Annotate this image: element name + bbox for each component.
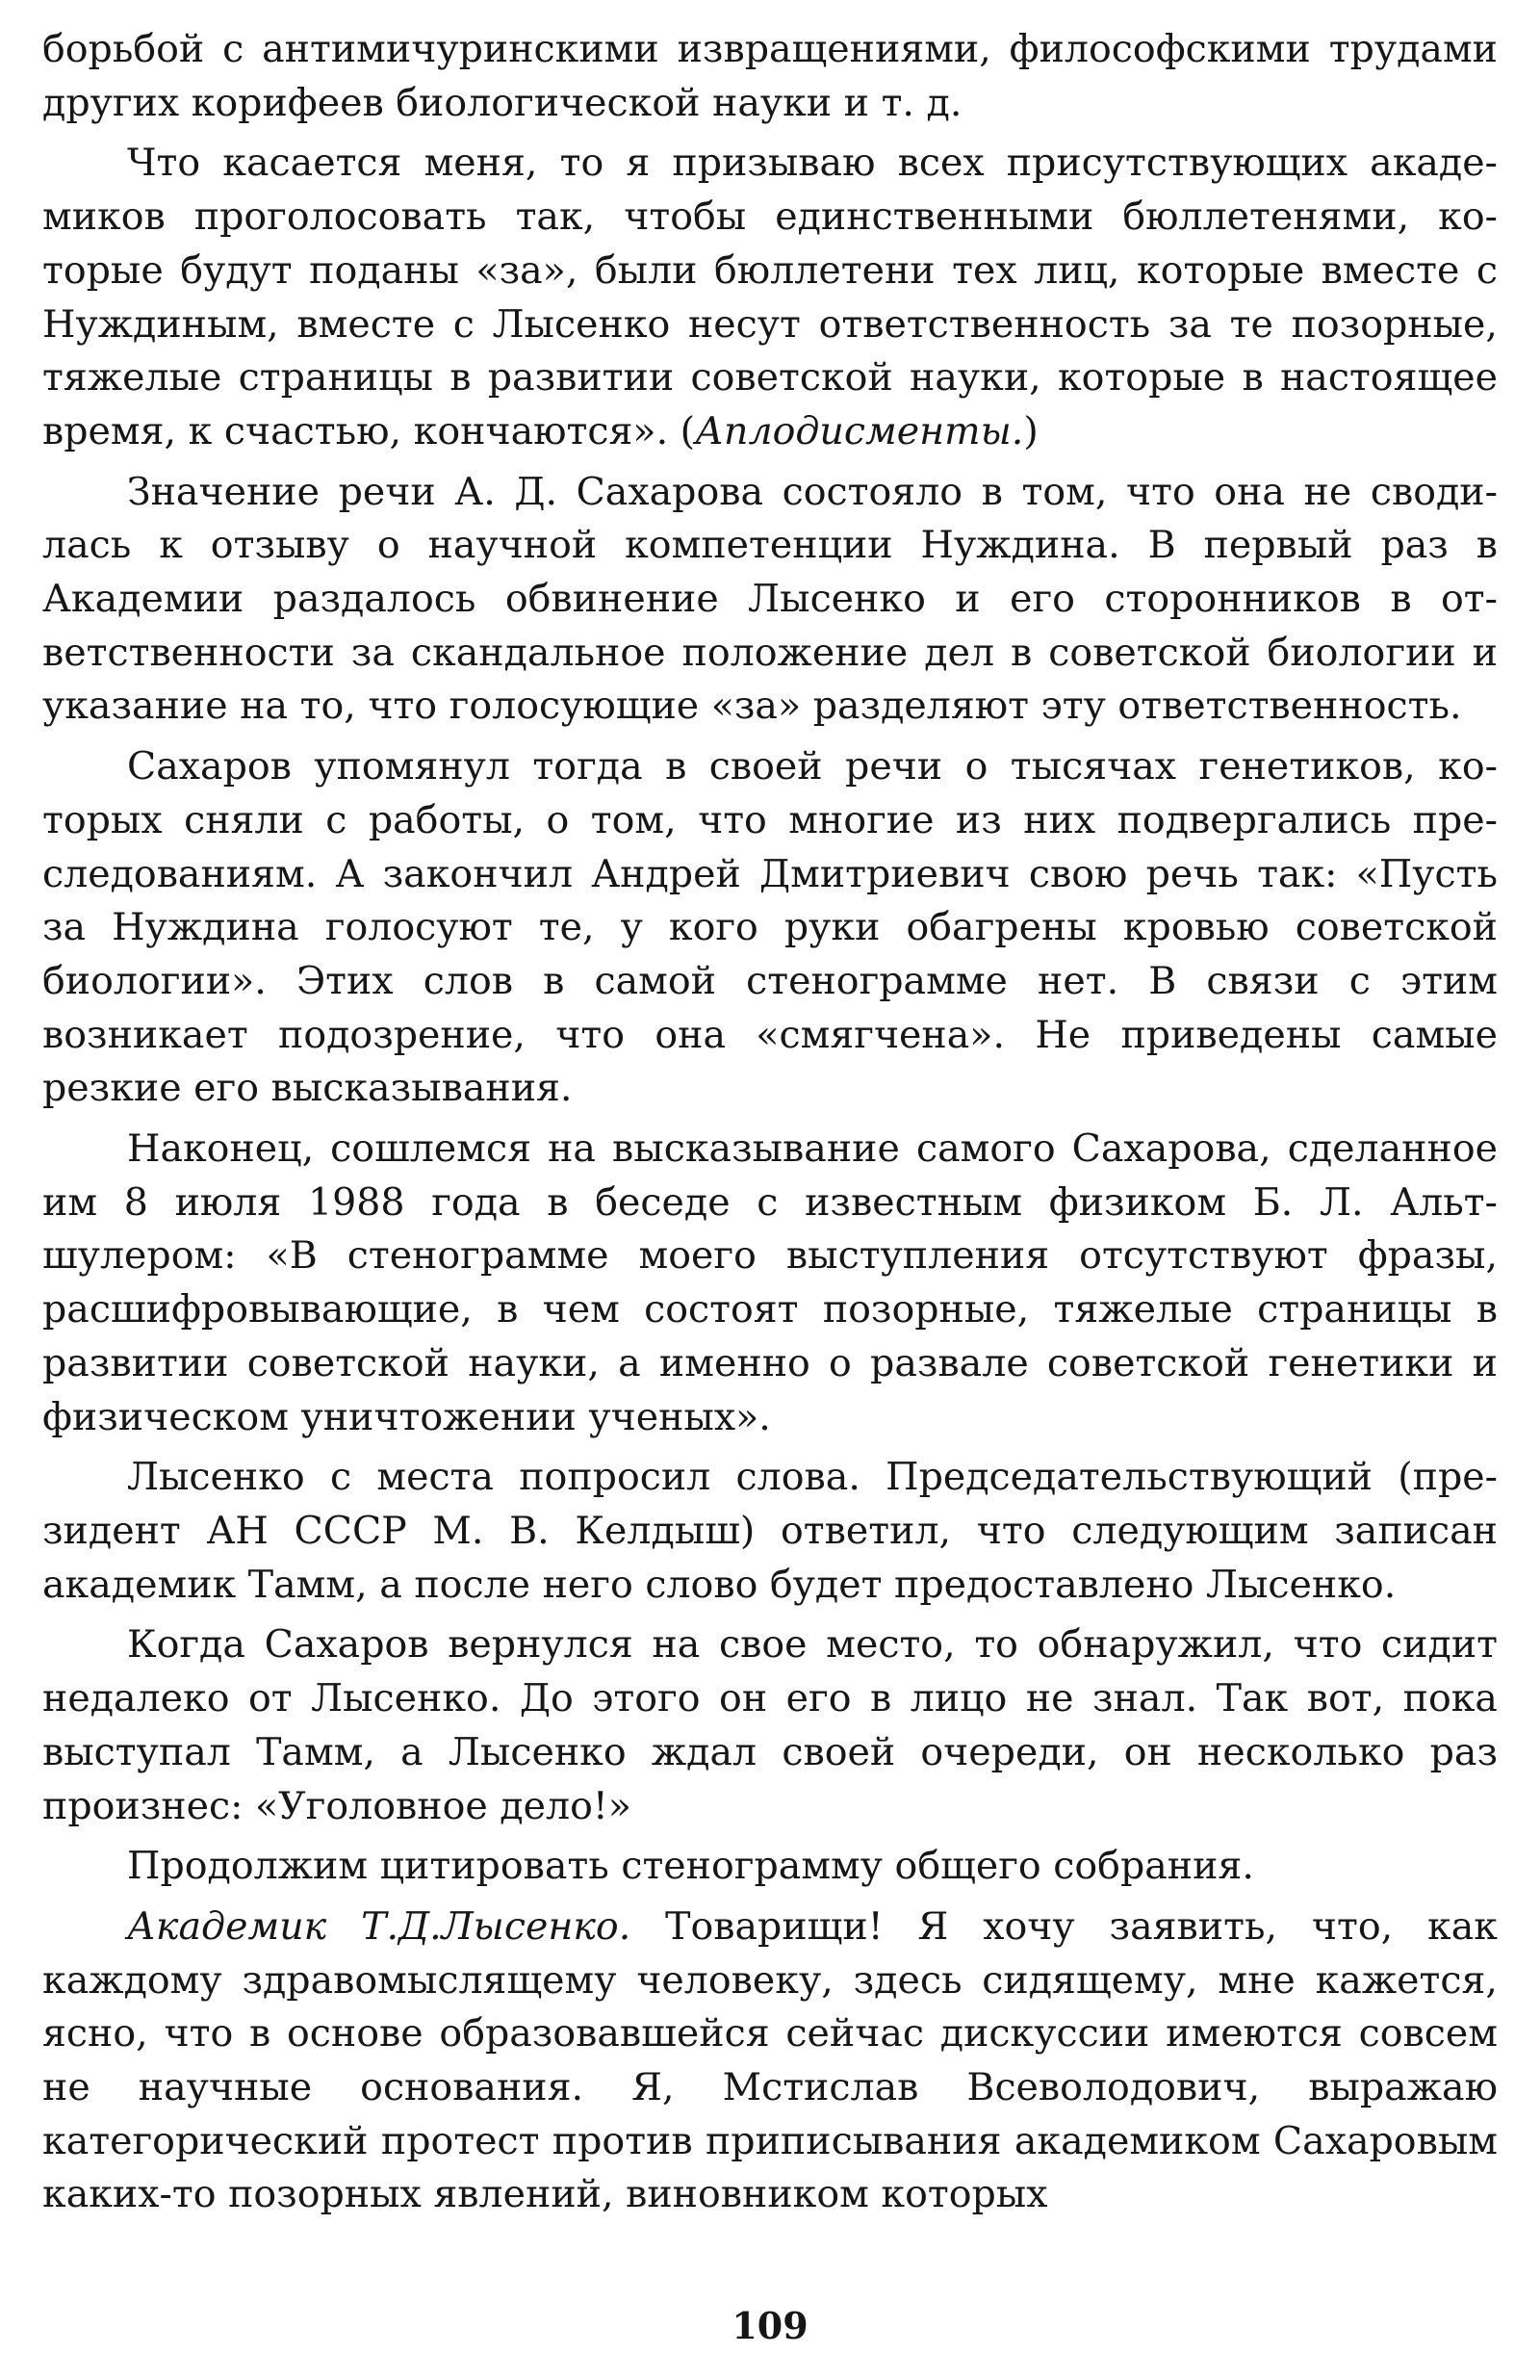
- paragraph: [42, 1840, 1498, 1894]
- text-segment: Лысенко с места попросил слова. Председательствующий (президент АН СССР М. В. Келдыш) ответил, что следующим записан академик Тамм, а после него слово будет предоставлено Лысенко.: [42, 1455, 1498, 1607]
- text-segment: Что касается меня, то я призываю всех присутствующих академиков проголосовать так, чтобы единственными бюллетенями, которые будут поданы «за», были бюллетени тех лиц, которые вместе с Нуждиным, вместе с Лысенко несут ответственность за те позорные, тяжелые страницы в развитии советской науки, которые в настоящее время, к счастью, кончаются». (: [42, 141, 1498, 453]
- page-number: 109: [732, 2304, 808, 2347]
- italic-text-segment: Аплодисменты.: [695, 408, 1024, 453]
- text-segment: Наконец, сошлемся на высказывание самого Сахарова, сделанное им 8 июля 1988 года в беседе с известным физиком Б. Л. Альтшулером: «В стенограмме моего выступления отсутствуют фразы, расшифровывающие, в чем состоят позорные, тяжелые страницы в развитии советской науки, а именно о развале советской генетики и физическом уничтожении ученых».: [42, 1126, 1498, 1439]
- text-segment: борьбой с антимичуринскими извращениями, философскими трудами других корифеев биологической науки и т. д.: [42, 27, 1498, 125]
- text-segment: Продолжим цитировать стенограмму общего собрания.: [127, 1844, 1254, 1889]
- text-segment: Значение речи А. Д. Сахарова состояло в том, что она не сводилась к отзыву о научной компетенции Нуждина. В первый раз в Академии раздалось обвинение Лысенко и его сторонников в ответственности за скандальное положение дел в советской биологии и указание на то, что голосующие «за» разделяют эту ответственность.: [42, 469, 1498, 729]
- text-segment: Когда Сахаров вернулся на свое место, то обнаружил, что сидит недалеко от Лысенко. До этого он его в лицо не знал. Так вот, пока выступал Тамм, а Лысенко ждал своей очереди, он несколько раз произнес: «Уголовное дело!»: [42, 1622, 1498, 1828]
- paragraph: [42, 1901, 1498, 2222]
- text-segment: ): [1023, 408, 1039, 453]
- page-body-text: [42, 23, 1498, 2222]
- paragraph: [42, 740, 1498, 1116]
- paragraph: [42, 1123, 1498, 1444]
- paragraph: [42, 466, 1498, 735]
- paragraph: [42, 137, 1498, 458]
- paragraph: [42, 1451, 1498, 1612]
- paragraph: [42, 1618, 1498, 1833]
- text-segment: Сахаров упомянул тогда в своей речи о тысячах генетиков, которых сняли с работы, о том, что многие из них подвергались преследованиям. А закончил Андрей Дмитриевич свою речь так: «Пусть за Нуждина голосуют те, у кого руки обагрены кровью советской биологии». Этих слов в самой стенограмме нет. В связи с этим возникает подозрение, что она «смягчена». Не приведены самые резкие его высказывания.: [42, 744, 1498, 1111]
- text-segment: Товарищи! Я хочу заявить, что, как каждому здравомыслящему человеку, здесь сидящему, мне кажется, ясно, что в основе образовавшейся сейчас дискуссии имеются совсем не научные основания. Я, Мстислав Всеволодович, выражаю категорический протест против приписывания академиком Сахаровым каких-то позорных явлений, виновником которых: [42, 1903, 1498, 2217]
- paragraph: [42, 23, 1498, 130]
- italic-text-segment: Академик Т.Д.Лысенко.: [127, 1903, 631, 1949]
